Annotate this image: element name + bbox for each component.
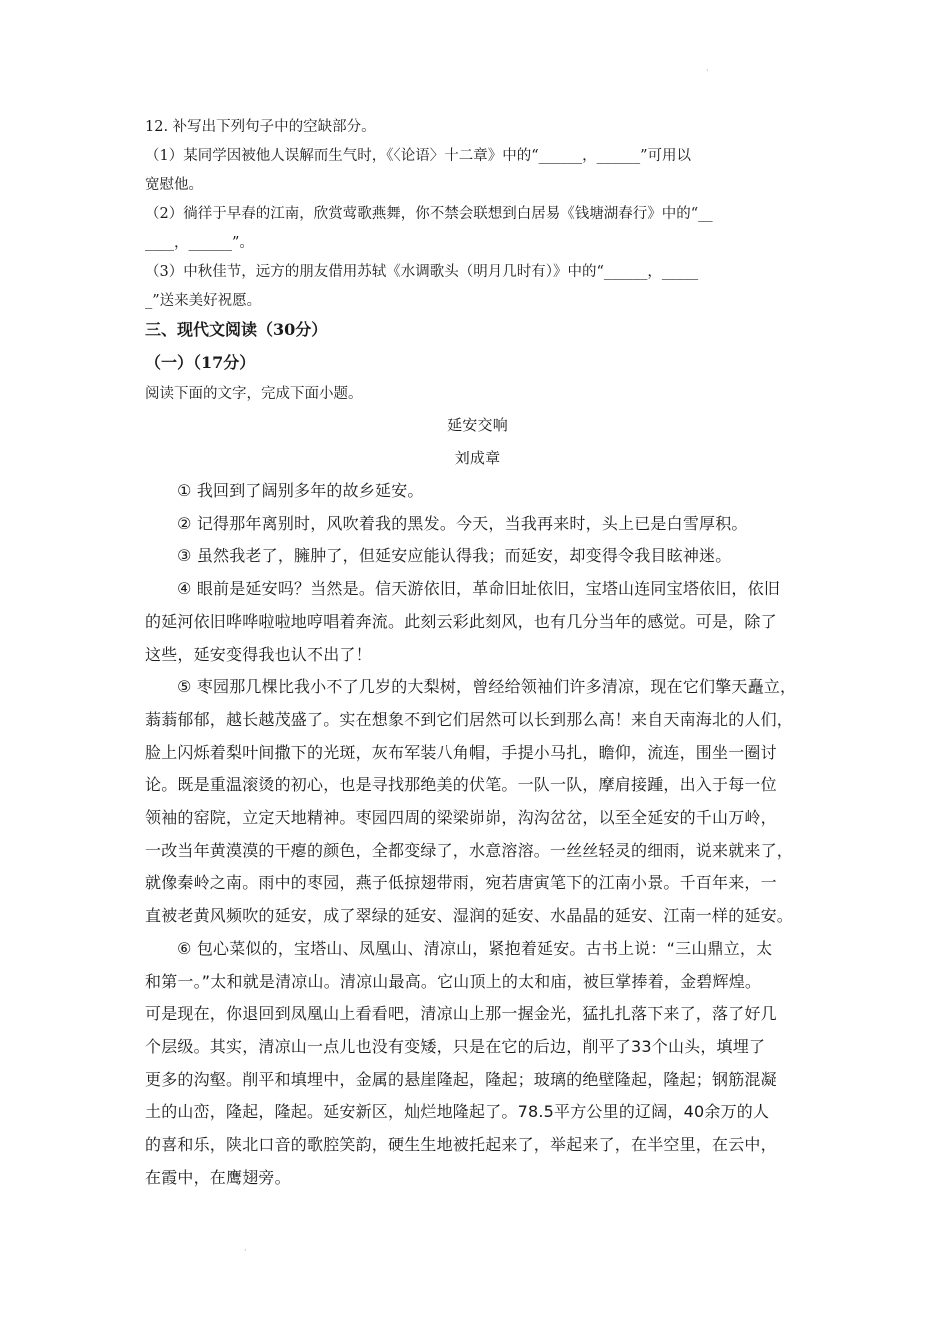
question-12-item-2-line-2: ____，______”。: [145, 235, 254, 251]
article-line: 直被老黄风频吹的延安，成了翠绿的延安、湿润的延安、水晶晶的延安、江南一样的延安。: [145, 906, 794, 926]
article-line: 一改当年黄漠漠的干瘪的颜色，全都变绿了，水意溶溶。一丝丝轻灵的细雨，说来就来了，: [145, 840, 794, 860]
reading-instruction: 阅读下面的文字，完成下面小题。: [145, 386, 363, 402]
article-line: 的延河依旧哗哗啦啦地哼唱着奔流。此刻云彩此刻风，也有几分当年的感觉。可是，除了: [145, 611, 777, 631]
article-line: ③ 虽然我老了，臃肿了，但延安应能认得我；而延安，却变得令我目眩神迷。: [177, 546, 732, 566]
question-12-title: 12. 补写出下列句子中的空缺部分。: [145, 119, 376, 135]
article-line: ⑥ 包心菜似的，宝塔山、凤凰山、清凉山，紧抱着延安。古书上说：“三山鼎立，太: [177, 938, 773, 958]
article-line: 蓊蓊郁郁，越长越茂盛了。实在想象不到它们居然可以长到那么高！来自天南海北的人们，: [145, 709, 794, 729]
article-line: ② 记得那年离别时，风吹着我的黑发。今天，当我再来时，头上已是白雪厚积。: [177, 513, 748, 533]
scan-mark: ·: [706, 66, 709, 75]
article-line: ① 我回到了阔别多年的故乡延安。: [177, 481, 424, 500]
question-12-item-1-line-1: （1）某同学因被他人误解而生气时，《〈论语〉十二章》中的“______，______”可用以: [145, 148, 692, 164]
question-12-item-3-line-1: （3）中秋佳节，远方的朋友借用苏轼《水调歌头（明月几时有）》中的“______，_____: [145, 264, 699, 280]
question-12-item-3-line-2: _”送来美好祝愿。: [145, 293, 262, 309]
question-12-item-1-line-2: 宽慰他。: [145, 177, 203, 193]
article-line: ⑤ 枣园那几棵比我小不了几岁的大梨树，曾经给领袖们许多清凉，现在它们擎天矗立，: [177, 677, 797, 697]
article-line: 更多的沟壑。削平和填埋中，金属的悬崖隆起，隆起；玻璃的绝壁隆起，隆起；钢筋混凝: [145, 1069, 777, 1089]
scan-mark: ·: [244, 1246, 247, 1255]
article-line: 脸上闪烁着梨叶间撒下的光斑，灰布军装八角帽，手提小马扎，瞻仰，流连，围坐一圈讨: [145, 742, 777, 762]
question-12-item-2-line-1: （2）徜徉于早春的江南，欣赏莺歌燕舞，你不禁会联想到白居易《钱塘湖春行》中的“__: [145, 206, 713, 222]
article-line: 就像秦岭之南。雨中的枣园，燕子低掠翅带雨，宛若唐寅笔下的江南小景。千百年来，一: [145, 873, 777, 893]
article-line: 这些，延安变得我也认不出了！: [145, 644, 372, 664]
article-line: 可是现在，你退回到凤凰山上看看吧，清凉山上那一握金光，猛扎扎落下来了，落了好几: [145, 1004, 777, 1024]
article-line: 论。既是重温滚烫的初心，也是寻找那绝美的伏笔。一队一队，摩肩接踵，出入于每一位: [145, 775, 777, 795]
article-line: 的喜和乐，陕北口音的歌腔笑韵，硬生生地被托起来了，举起来了，在半空里，在云中，: [145, 1135, 777, 1154]
article-line: 土的山峦，隆起，隆起。延安新区，灿烂地隆起了。78.5平方公里的辽阔，40余万的人: [145, 1102, 770, 1122]
article-line: 在霞中，在鹰翅旁。: [145, 1167, 291, 1187]
section-heading: 三、现代文阅读（30分）: [145, 320, 328, 339]
article-author: 刘成章: [454, 449, 501, 467]
article-line: 个层级。其实，清凉山一点儿也没有变矮，只是在它的后边，削平了33个山头，填埋了: [145, 1036, 766, 1056]
article-title: 延安交响: [447, 416, 508, 434]
article-line: ④ 眼前是延安吗？当然是。信天游依旧，革命旧址依旧，宝塔山连同宝塔依旧，依旧: [177, 579, 781, 599]
sub-section-heading: （一）（17分）: [145, 353, 256, 372]
article-line: 和第一。”太和就是清凉山。清凉山最高。它山顶上的太和庙，被巨掌捧着，金碧辉煌。: [145, 971, 762, 991]
article-line: 领袖的窑院，立定天地精神。枣园四周的梁梁峁峁，沟沟岔岔，以至全延安的千山万岭，: [145, 808, 777, 827]
